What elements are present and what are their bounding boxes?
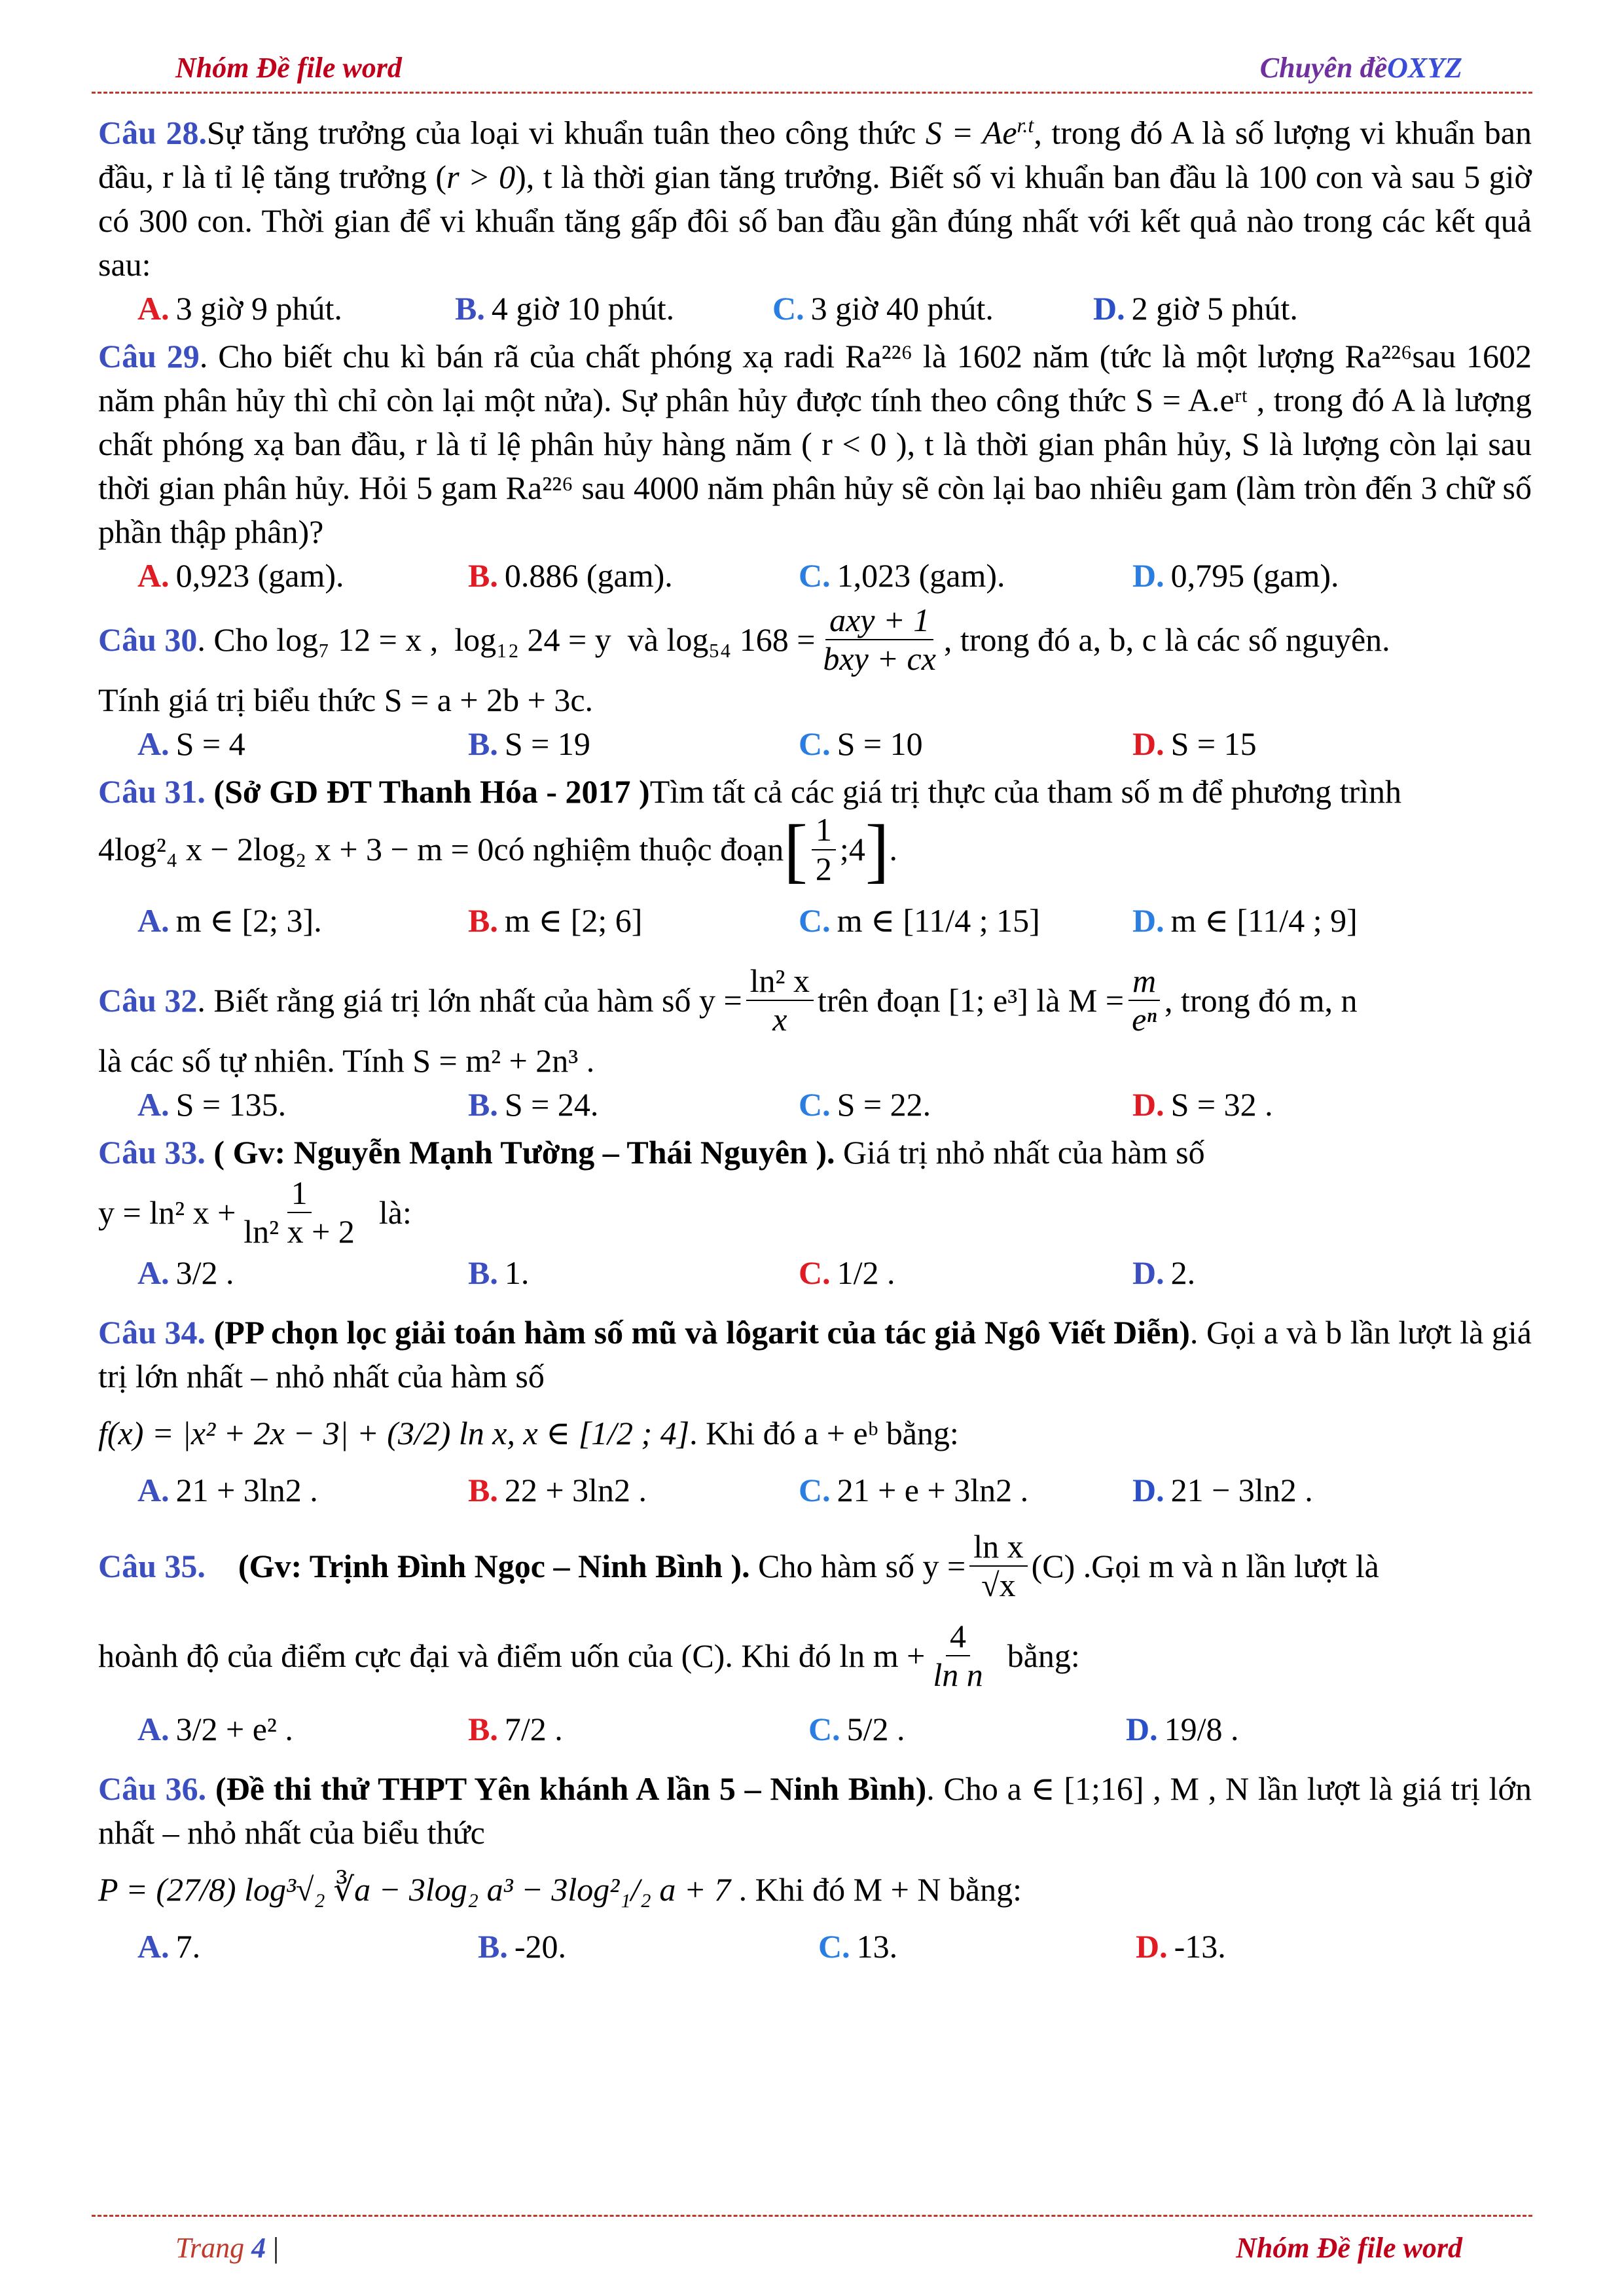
option-c[interactable]: [818, 1925, 1136, 1969]
option-text: m ∈ [11/4 ; 9]: [1170, 902, 1358, 939]
option-label: A.: [137, 902, 170, 939]
question-text: Giá trị nhỏ nhất của hàm số: [843, 1133, 1205, 1171]
fraction-numerator: ln x: [969, 1528, 1027, 1567]
question-text: là:: [362, 1194, 412, 1231]
answer-options: [98, 1468, 1532, 1512]
option-b[interactable]: [478, 1925, 818, 1969]
option-label: C.: [772, 289, 804, 327]
bracket-close: ]: [865, 809, 890, 890]
option-label: B.: [468, 1471, 498, 1508]
fraction-denominator: ln n: [933, 1656, 983, 1694]
answer-options: [98, 287, 1532, 331]
question-text: . Khi đó a + eᵇ bằng:: [689, 1414, 959, 1451]
question-text: .: [889, 831, 897, 868]
option-d[interactable]: [1132, 554, 1339, 598]
option-text: 1,023 (gam).: [837, 556, 1005, 594]
option-label: A.: [137, 1254, 170, 1291]
question-number: Câu 28.: [98, 114, 207, 151]
question-text: là các số tự nhiên. Tính S = m² + 2n³ .: [98, 1042, 595, 1079]
question-text: Tính giá trị biểu thức S = a + 2b + 3c.: [98, 681, 594, 718]
question-29: [98, 335, 1532, 598]
option-label: A.: [137, 1471, 170, 1508]
option-label: D.: [1093, 289, 1125, 327]
option-d[interactable]: [1132, 899, 1358, 943]
question-text: . Khi đó M + N bằng:: [731, 1870, 1022, 1908]
header-right-a: Chuyên đề: [1259, 52, 1388, 84]
question-35: [98, 1528, 1532, 1751]
question-source: (Gv: Trịnh Đình Ngọc – Ninh Bình ).: [205, 1547, 759, 1584]
question-text: hoành độ của điểm cực đại và điểm uốn của (C). Khi đó ln m +: [98, 1637, 926, 1674]
answer-options: [98, 1707, 1532, 1751]
option-label: C.: [799, 725, 831, 762]
question-source: ( Gv: Nguyễn Mạnh Tường – Thái Nguyên ).: [205, 1133, 843, 1171]
question-text: . Gọi a và b lần lượt là giá trị lớn nhất – nhỏ nhất của hàm số: [98, 1313, 1532, 1394]
option-text: 2 giờ 5 phút.: [1131, 289, 1298, 327]
option-label: A.: [137, 556, 170, 594]
option-text: 22 + 3ln2 .: [504, 1471, 647, 1508]
fraction-numerator: axy + 1: [825, 602, 933, 641]
option-label: C.: [818, 1927, 850, 1965]
question-32: [98, 962, 1532, 1127]
fraction: [812, 811, 836, 888]
option-text: S = 4: [175, 725, 245, 762]
page-number: [175, 2231, 279, 2265]
answer-options: [98, 1925, 1532, 1969]
question-number: Câu 30: [98, 621, 198, 658]
question-text: Tìm tất cả các giá trị thực của tham số m để phương trình: [649, 773, 1402, 810]
fraction: [819, 602, 940, 678]
interval-end: ;4: [839, 831, 865, 868]
option-d[interactable]: [1093, 287, 1298, 331]
question-text: bằng:: [990, 1637, 1080, 1674]
option-label: A.: [137, 1085, 170, 1123]
option-a[interactable]: [137, 722, 468, 766]
option-text: m ∈ [2; 6]: [504, 902, 643, 939]
option-label: B.: [478, 1927, 508, 1965]
fraction: [929, 1618, 986, 1694]
question-text: Sự tăng trưởng của loại vi khuẩn tuân theo công thức: [206, 114, 926, 151]
option-b[interactable]: [468, 722, 799, 766]
equation: f(x) = |x² + 2x − 3| + (3/2) ln x, x ∈ [1/2 ; 4]: [98, 1414, 690, 1451]
question-31: [98, 770, 1532, 943]
option-d[interactable]: [1132, 1468, 1313, 1512]
option-text: 1/2 .: [837, 1254, 895, 1291]
question-text: Cho hàm số y =: [758, 1547, 966, 1584]
question-number: Câu 31.: [98, 773, 206, 810]
option-text: S = 135.: [175, 1085, 287, 1123]
answer-options: [98, 1083, 1532, 1127]
fraction-denominator: ln² x + 2: [244, 1213, 355, 1250]
option-text: S = 15: [1170, 725, 1257, 762]
fraction: [969, 1528, 1027, 1605]
question-text: . Cho a ∈ [1;16] , M , N lần lượt là giá trị lớn nhất – nhỏ nhất của biểu thức: [98, 1770, 1532, 1851]
question-source: (PP chọn lọc giải toán hàm số mũ và lôgarit của tác giả Ngô Viết Diễn): [206, 1313, 1190, 1351]
option-c[interactable]: [799, 1083, 1132, 1127]
equation: 4log²₄ x − 2log₂ x + 3 − m = 0: [98, 831, 494, 868]
option-text: m ∈ [2; 3].: [175, 902, 322, 939]
question-source: (Đề thi thử THPT Yên khánh A lần 5 – Ninh Bình): [206, 1770, 927, 1807]
header-left: Nhóm Đề file word: [175, 52, 402, 84]
option-a[interactable]: [137, 899, 468, 943]
bracket-open: [: [784, 809, 808, 890]
fraction-denominator: √x: [981, 1567, 1016, 1604]
fraction-denominator: 2: [815, 850, 832, 887]
option-text: 0.886 (gam).: [504, 556, 673, 594]
option-d[interactable]: [1132, 722, 1257, 766]
option-text: 3 giờ 40 phút.: [810, 289, 994, 327]
equation: P = (27/8) log³√₂ ∛a − 3log₂ a³ − 3log²₁/₂ a + 7: [98, 1870, 731, 1908]
fraction-numerator: 4: [946, 1618, 970, 1657]
option-text: m ∈ [11/4 ; 15]: [837, 902, 1040, 939]
option-label: B.: [468, 1710, 498, 1747]
option-label: D.: [1136, 1927, 1168, 1965]
option-text: S = 22.: [837, 1085, 931, 1123]
question-text: ), t là thời gian tăng trưởng. Biết số vi khuẩn ban đầu là 100 con và sau 5 giờ có 300 con. Thời gian để vi khuẩn tăng gấp đôi số ban đầu gần đúng nhất với kết quả nào trong các kết quả sau:: [98, 158, 1532, 283]
option-b[interactable]: [468, 1251, 799, 1295]
option-text: 7/2 .: [504, 1710, 563, 1747]
question-28: [98, 103, 1532, 331]
option-label: D.: [1132, 902, 1164, 939]
option-d[interactable]: [1132, 1083, 1273, 1127]
option-text: 21 + 3ln2 .: [175, 1471, 318, 1508]
fraction-numerator: m: [1128, 962, 1160, 1002]
option-text: 21 − 3ln2 .: [1170, 1471, 1313, 1508]
option-text: 4 giờ 10 phút.: [491, 289, 675, 327]
option-text: -20.: [514, 1927, 567, 1965]
option-b[interactable]: [468, 1083, 799, 1127]
answer-options: [98, 899, 1532, 943]
fraction-denominator: bxy + cx: [823, 640, 936, 678]
fraction-numerator: ln² x: [746, 962, 814, 1002]
option-a[interactable]: [137, 287, 455, 331]
option-a[interactable]: [137, 1251, 468, 1295]
option-a[interactable]: [137, 1707, 468, 1751]
question-34: [98, 1311, 1532, 1512]
answer-options: [98, 554, 1532, 598]
option-text: 0,795 (gam).: [1170, 556, 1339, 594]
option-c[interactable]: [808, 1707, 1126, 1751]
option-text: 1.: [504, 1254, 530, 1291]
equation: y = ln² x +: [98, 1194, 236, 1231]
option-a[interactable]: [137, 1925, 478, 1969]
option-label: D.: [1132, 1471, 1164, 1508]
question-number: Câu 34.: [98, 1313, 206, 1351]
option-label: B.: [468, 1254, 498, 1291]
option-label: D.: [1132, 725, 1164, 762]
fraction: [1128, 962, 1161, 1039]
question-30: [98, 602, 1532, 766]
option-text: 5/2 .: [846, 1710, 905, 1747]
page-separator: |: [273, 2232, 279, 2264]
option-text: 3 giờ 9 phút.: [175, 289, 342, 327]
answer-options: [98, 722, 1532, 766]
header-right-b: OXYZ: [1387, 52, 1462, 84]
option-b[interactable]: [468, 1707, 808, 1751]
option-text: S = 32 .: [1170, 1085, 1273, 1123]
option-label: C.: [799, 902, 831, 939]
option-a[interactable]: [137, 554, 468, 598]
question-number: Câu 32: [98, 981, 198, 1019]
question-text: , trong đó a, b, c là các số nguyên.: [943, 621, 1390, 658]
question-text: (C) .Gọi m và n lần lượt là: [1031, 1547, 1379, 1584]
option-c[interactable]: [799, 899, 1132, 943]
header-right: [1260, 51, 1462, 84]
option-text: 0,923 (gam).: [175, 556, 344, 594]
footer-divider: [92, 2215, 1532, 2217]
option-label: D.: [1126, 1710, 1158, 1747]
condition: r > 0: [446, 158, 516, 195]
question-number: Câu 29: [98, 337, 200, 374]
question-source: (Sở GD ĐT Thanh Hóa - 2017 ): [205, 773, 650, 810]
option-d[interactable]: [1126, 1707, 1239, 1751]
option-label: A.: [137, 289, 170, 327]
option-label: B.: [468, 1085, 498, 1123]
option-label: D.: [1132, 1254, 1164, 1291]
option-label: C.: [799, 1085, 831, 1123]
formula: S = Ae: [925, 114, 1017, 151]
answer-options: [98, 1251, 1532, 1295]
option-text: 7.: [175, 1927, 201, 1965]
option-a[interactable]: [137, 1468, 468, 1512]
option-d[interactable]: [1136, 1925, 1226, 1969]
question-text: . Biết rằng giá trị lớn nhất của hàm số y =: [197, 981, 742, 1019]
option-label: B.: [468, 556, 498, 594]
option-label: C.: [799, 1254, 831, 1291]
fraction: [240, 1175, 359, 1251]
fraction-denominator: eⁿ: [1132, 1001, 1157, 1038]
question-text: . Cho biết chu kì bán rã của chất phóng xạ radi Ra²²⁶ là 1602 năm (tức là một lượng Ra²²⁶sau 1602 năm phân hủy thì chỉ còn lại một nửa). Sự phân hủy được tính theo công thức S = A.eʳᵗ , trong đó A là lượng chất phóng xạ ban đầu, r là tỉ lệ phân hủy hàng năm ( r < 0 ), t là thời gian phân hủy, S là lượng còn lại sau thời gian phân hủy. Hỏi 5 gam Ra²²⁶ sau 4000 năm phân hủy sẽ còn lại bao nhiêu gam (làm tròn đến 3 chữ số phần thập phân)?: [98, 337, 1532, 550]
question-36: [98, 1767, 1532, 1969]
question-text: trên đoạn [1; e³] là M =: [818, 981, 1125, 1019]
option-label: B.: [455, 289, 485, 327]
option-label: B.: [468, 725, 498, 762]
option-text: S = 10: [837, 725, 923, 762]
option-d[interactable]: [1132, 1251, 1195, 1295]
option-text: -13.: [1174, 1927, 1226, 1965]
option-text: 3/2 + e² .: [175, 1710, 293, 1747]
question-number: Câu 33.: [98, 1133, 206, 1171]
option-c[interactable]: [799, 1251, 1132, 1295]
option-label: C.: [808, 1710, 840, 1747]
page-num: 4: [251, 2232, 266, 2264]
fraction-numerator: 1: [287, 1175, 312, 1214]
option-label: B.: [468, 902, 498, 939]
fraction-denominator: x: [772, 1001, 787, 1038]
option-c[interactable]: [799, 1468, 1132, 1512]
option-a[interactable]: [137, 1083, 468, 1127]
option-label: D.: [1132, 556, 1164, 594]
question-text: , trong đó m, n: [1164, 981, 1358, 1019]
option-text: S = 24.: [504, 1085, 599, 1123]
option-b[interactable]: [455, 287, 772, 331]
option-text: 3/2 .: [175, 1254, 234, 1291]
option-label: A.: [137, 725, 170, 762]
option-text: 19/8 .: [1164, 1710, 1239, 1747]
fraction: [746, 962, 814, 1039]
option-label: A.: [137, 1927, 170, 1965]
option-text: 2.: [1170, 1254, 1196, 1291]
option-b[interactable]: [468, 1468, 799, 1512]
option-c[interactable]: [772, 287, 1093, 331]
question-text: . Cho log₇ 12 = x , log₁₂ 24 = y và log₅₄ 168 =: [197, 621, 816, 658]
option-label: A.: [137, 1710, 170, 1747]
option-label: D.: [1132, 1085, 1164, 1123]
option-c[interactable]: [799, 554, 1132, 598]
option-c[interactable]: [799, 722, 1132, 766]
option-text: 21 + e + 3ln2 .: [837, 1471, 1029, 1508]
option-text: S = 19: [504, 725, 590, 762]
question-number: Câu 36.: [98, 1770, 207, 1807]
question-33: [98, 1131, 1532, 1295]
option-text: 13.: [856, 1927, 898, 1965]
option-b[interactable]: [468, 899, 799, 943]
question-text: có nghiệm thuộc đoạn: [494, 831, 784, 868]
footer-right: Nhóm Đề file word: [1236, 2232, 1462, 2264]
option-label: C.: [799, 1471, 831, 1508]
header-divider: [92, 92, 1532, 94]
question-list: [98, 103, 1532, 1969]
option-label: C.: [799, 556, 831, 594]
fraction-numerator: 1: [812, 811, 836, 850]
question-number: Câu 35.: [98, 1547, 206, 1584]
question-text: , trong đó A là số lượng vi khuẩn ban đầu, r là tỉ lệ tăng trưởng (: [98, 114, 1532, 195]
formula-exponent: r.t: [1017, 113, 1034, 137]
page-prefix: Trang: [175, 2232, 252, 2264]
option-b[interactable]: [468, 554, 799, 598]
